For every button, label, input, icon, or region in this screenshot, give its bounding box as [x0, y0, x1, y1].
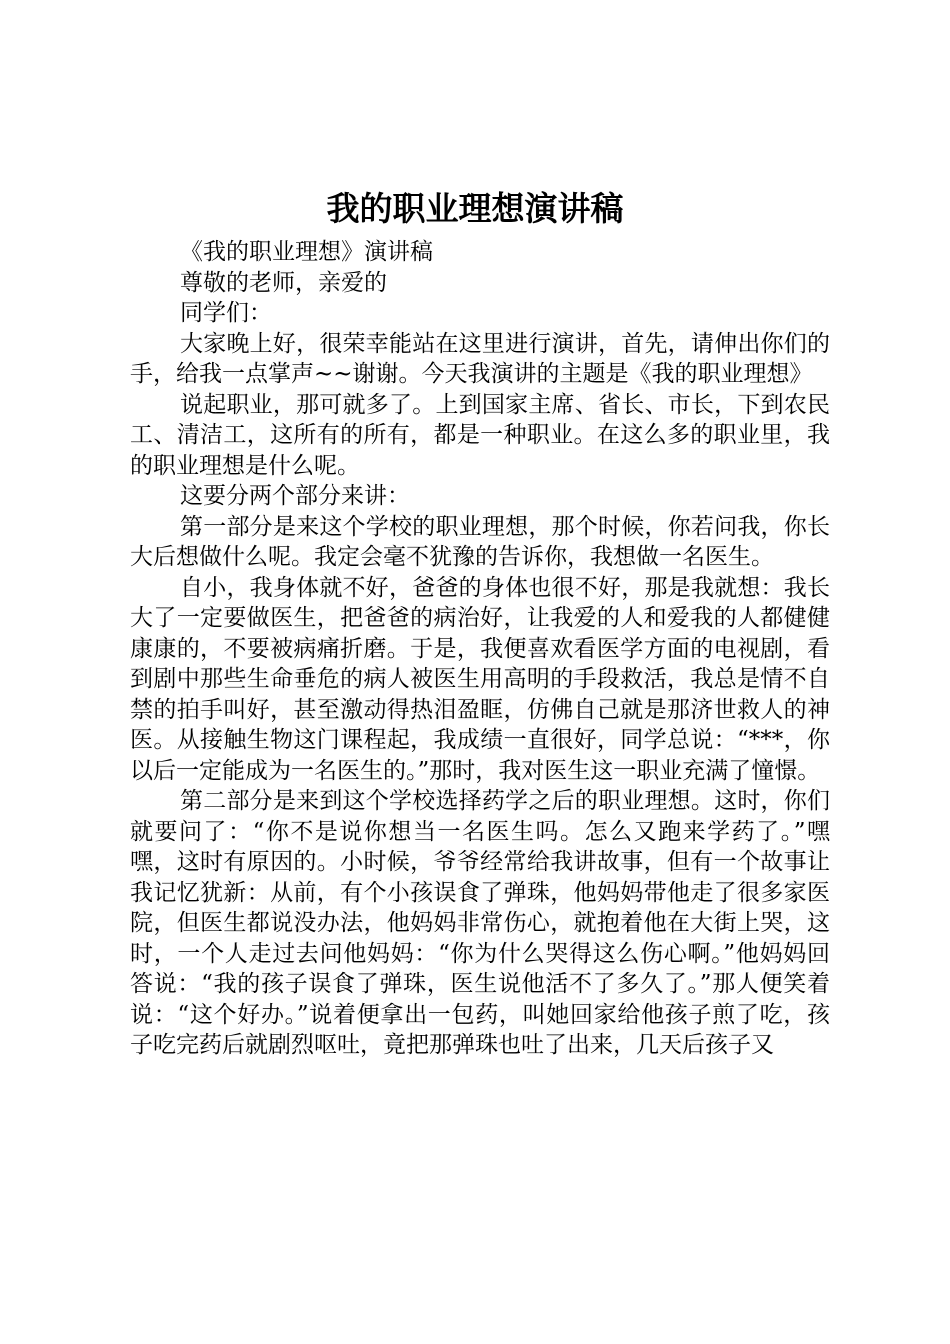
- paragraph-intro: 说起职业，那可就多了。上到国家主席、省长、市长，下到农民工、清洁工，这所有的所有，都是一种职业。在这么多的职业里，我的职业理想是什么呢。: [130, 391, 830, 479]
- document-body: [130, 237, 830, 1061]
- paragraph-salutation: 尊敬的老师，亲爱的: [180, 269, 387, 296]
- document-title: 我的职业理想演讲稿: [326, 189, 624, 228]
- paragraph-childhood: 自小，我身体就不好，爸爸的身体也很不好，那是我就想：我长大了一定要做医生，把爸爸的病治好，让我爱的人和爱我的人都健健康康的，不要被病痛折磨。于是，我便喜欢看医学方面的电视剧，看到剧中那些生命垂危的病人被医生用高明的手段救活，我总是情不自禁的拍手叫好，甚至激动得热泪盈眶，仿佛自己就是那济世救人的神医。从接触生物这门课程起，我成绩一直很好，同学总说：“***，你以后一定能成为一名医生的。”那时，我对医生这一职业充满了憧憬。: [130, 574, 830, 784]
- paragraph-heading-line: 《我的职业理想》演讲稿: [180, 239, 433, 265]
- paragraph-part-two: 第二部分是来到这个学校选择药学之后的职业理想。这时，你们就要问了：“你不是说你想当一名医生吗。怎么又跑来学药了。”嘿嘿，这时有原因的。小时候，爷爷经常给我讲故事，但有一个故事让我记忆犹新：从前，有个小孩误食了弹珠，他妈妈带他走了很多家医院，但医生都说没办法，他妈妈非常伤心，就抱着他在大街上哭，这时，一个人走过去问他妈妈：“你为什么哭得这么伤心啊。”他妈妈回答说：“我的孩子误食了弹珠，医生说他活不了多久了。”那人便笑着说：“这个好办。”说着便拿出一包药，叫她回家给他孩子煎了吃，孩子吃完药后就剧烈呕吐，竟把那弹珠也吐了出来，几天后孩子又: [130, 788, 830, 1058]
- paragraph-part-one: 第一部分是来这个学校的职业理想，那个时候，你若问我，你长大后想做什么呢。我定会毫不犹豫的告诉你，我想做一名医生。: [130, 513, 830, 570]
- paragraph-salutation-cont: 同学们：: [180, 300, 272, 326]
- paragraph-greeting: 大家晚上好，很荣幸能站在这里进行演讲，首先，请伸出你们的手，给我一点掌声~~谢谢。今天我演讲的主题是《我的职业理想》: [130, 330, 830, 387]
- paragraph-two-parts: 这要分两个部分来讲：: [180, 483, 410, 509]
